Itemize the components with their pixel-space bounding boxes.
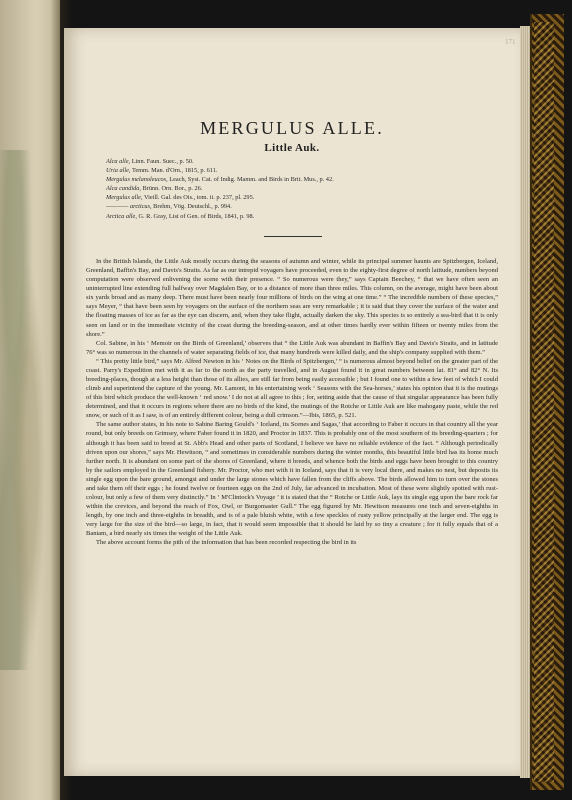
synonym-reference: Temm. Man. d'Orn., 1815, p. 611. [130, 167, 218, 175]
paragraph: The same author states, in his note to Sabine Baring Gould's ‘ Iceland, its Scenes and Sagas,’ that according to Faber it occurs in that country all the year round, but only breeds on Grimsey, where Faber found it in 1820, and Proctor in 1837. This is probably one of the most southern of its breeding-quarters ; for although it has been said to breed at St. Abb's Head and other parts of Scotland, I believe we have no reliable evidence of the fact. “ Although periodically driven upon our shores,” says Mr. Hewitson, “ and sometimes in considerable numbers during the winter months, this beautiful little bird has its home much further north. It is abundant on some part of the shores of Greenland, where it breeds, and whence both the birds and eggs have been brought to this country by the sailors employed in the Greenland fishery. Mr. Proctor, who met with it in Iceland, says that it is very local there, and makes no nest, but deposits its single egg upon the bare ground, amongst and under the large stones which have fallen from the cliffs above. The birds allowed him to turn over the stones and take them off their eggs ; he found twelve or fourteen eggs on the 2nd of July, far advanced in incubation. Most of these were slightly spotted with rust-colour, but only a few of them very distinctly.” In ‘ M'Clintock's Voyage ’ it is stated that the “ Rotche or Little Auk, lays its single egg upon the bare rock far within the crevices, and beyond the reach of Fox, Owl, or Burgomaster Gull.” The egg figured by Mr. Hewitson measures one inch and seven-eighths in length, by one inch and three-eighths in breadth, and is of a pale bluish white, with a few speckles of rusty yellow principally at the larger end. The egg is very large for the size of the bird—so large, in fact, that it would seem impossible that it should be laid by so tiny a creature ; for it fully equals that of a Bantam, a bird nearly six times the weight of the Little Auk. [86, 421, 498, 538]
synonym-entry [106, 157, 486, 166]
bird-plate-illustration-edge [0, 150, 46, 670]
synonym-entry [106, 212, 486, 221]
synonymy-list [106, 157, 486, 221]
synonym-name: Alca alle, [106, 158, 131, 165]
synonym-name: Alca candida, [106, 185, 141, 193]
synonym-reference: Brünn. Orn. Bor., p. 26. [140, 185, 203, 193]
synonym-entry [106, 166, 486, 175]
synonym-reference: Vieill. Gal. des Ois., tom. ii. p. 237, pl. 295. [142, 194, 255, 202]
page-edges [520, 26, 530, 778]
synonym-name: Mergulus alle, [106, 194, 143, 202]
synonym-reference: G. R. Gray, List of Gen. of Birds, 1841, p. 98. [136, 212, 255, 220]
synonym-reference: Linn. Faun. Suec., p. 50. [130, 158, 194, 165]
paragraph: “ This pretty little bird,” says Mr. Alfred Newton in his ‘ Notes on the Birds of Spitzbergen,’ “ is numerous almost beyond belief on the greater part of the coast. Parry's Expedition met with it as far to the north as the party travelled, and in August found it in great numbers between lat. 81° and 82° N. Its breeding-places, though at a less height than those of its allies, are still far from being easily accessible ; but I found one to within a few feet of which I could climb and superintend the capture of the young. Mr. Lamont, in his entertaining work ‘ Seasons with the Sea-horses,’ states his opinion that it is the mutings of this bird which produce the well-known ‘ red snow.’ I do not at all agree to this ; for, setting aside that the cause of that singular appearance has been fully determined, and that it occurs in regions where there are no birds of the kind, the mutings of the Rotche or Little Auk are like mahogany paste, while the red snow, or such of it as I saw, is of an entirely different colour, being a dull crimson.”—Ibis, 1865, p. 521. [86, 357, 498, 420]
page-subtitle: Little Auk. [264, 142, 320, 154]
synonym-name: ———— arcticus, [106, 203, 152, 211]
synonym-entry [106, 202, 486, 211]
paragraph: The above account forms the pith of the information that has been recorded respecting the bird in its [96, 539, 357, 547]
synonym-name: Uria alle, [106, 167, 131, 175]
synonym-reference: Leach, Syst. Cat. of Indig. Mamm. and Birds in Brit. Mus., p. 42. [167, 176, 334, 184]
folio-number: 171 [505, 38, 516, 46]
synonym-name: Mergulus melanoleucos, [106, 176, 168, 184]
marbled-endpaper [534, 22, 554, 782]
paragraph: In the British Islands, the Little Auk mostly occurs during the seasons of autumn and winter, while its principal summer haunts are Spitzbergen, Iceland, Greenland, Baffin's Bay, and Davis's Straits. As far as our intrepid voyagers have proceeded, even to the eighty-first degree of north latitude, numbers beyond computation were observed enlivening the scene with their presence. “ So numerous were they,” says Captain Beechey, “ that we have often seen an uninterrupted line extending full halfway over Magdalen Bay, or to a distance of more than three miles. This column, on the average, might have been about six yards broad and as many deep. There must have been nearly four millions of birds on the wing at one time.” “ The incredible numbers of these species,” says Meyer, “ that have been seen by voyagers on the surface of the northern seas are very remarkable ; it is said that they cover the surface of the water and the floating masses of ice as far as the eye can discern, and, when they take flight, actually darken the sky. This species is so entirely a sea-bird that it is only seen on land or in the immediate vicinity of the coast during the breeding-season, and at other times hardly ever within fifteen or twenty miles from the shore.” [86, 258, 498, 338]
synonym-entry [106, 175, 486, 184]
synonym-name: Arctica alle, [106, 212, 137, 220]
body-text [86, 257, 498, 548]
synonym-entry [106, 184, 486, 193]
synonym-reference: Brehm, Vög. Deutschl., p. 994. [151, 203, 232, 211]
page-title: MERGULUS ALLE. [200, 118, 384, 138]
section-divider [264, 236, 322, 237]
paragraph: Col. Sabine, in his ‘ Memoir on the Birds of Greenland,’ observes that “ the Little Auk was abundant in Baffin's Bay and Davis's Straits, and in latitude 76° was so numerous in the channels of water separating fields of ice, that many hundreds were killed daily, and the ship's company supplied with them.” [86, 339, 498, 356]
synonym-entry [106, 193, 486, 202]
